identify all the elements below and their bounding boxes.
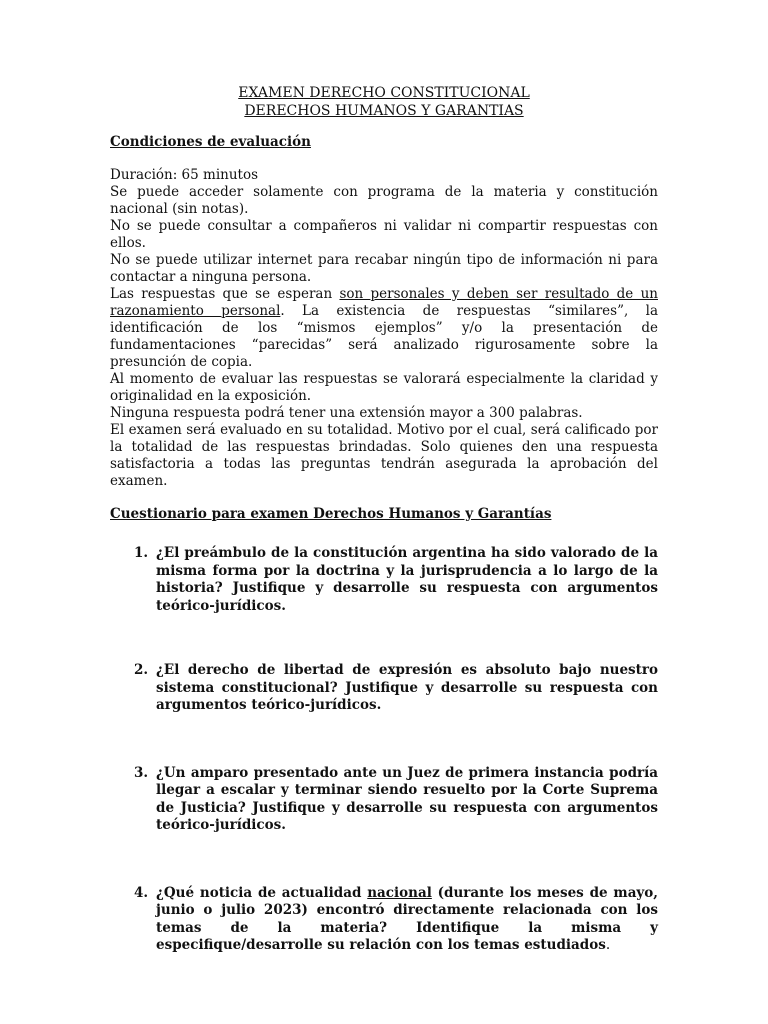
- personal-underlined: son personales y deben ser resultado de un razonamiento personal: [110, 286, 658, 319]
- question-number: 3.: [134, 764, 149, 781]
- question-text-end: .: [605, 937, 611, 953]
- question-item: [110, 765, 658, 835]
- condition-no-internet: No se puede utilizar internet para recabar ningún tipo de información ni para contactar a ninguna persona.: [110, 252, 658, 285]
- question-text-pre: ¿Qué noticia de actualidad: [156, 884, 368, 901]
- condition-personal-answers: [110, 286, 658, 371]
- question-number: 4.: [134, 884, 149, 901]
- condition-evaluation: Al momento de evaluar las respuestas se valorará especialmente la claridad y originalidad en la exposición.: [110, 371, 658, 404]
- question-number: 2.: [134, 662, 149, 678]
- personal-pre: Las respuestas que se esperan: [110, 286, 340, 302]
- condition-no-consult: No se puede consultar a compañeros ni validar ni compartir respuestas con ellos.: [110, 218, 658, 251]
- question-item: [110, 885, 658, 955]
- exam-document: [110, 84, 658, 955]
- question-text: ¿El preámbulo de la constitución argentina ha sido valorado de la misma forma por la doctrina y la jurisprudencia a lo largo de la historia? Justifique y desarrolle su respuesta con argumentos teórico-jurídicos.: [156, 545, 658, 614]
- exam-title-line-1: EXAMEN DERECHO CONSTITUCIONAL: [238, 85, 530, 101]
- question-text-underlined: nacional: [367, 884, 432, 901]
- question-text-post: (durante los meses de mayo, junio o julio 2023) encontró directamente relacionada con los temas de la materia? Identifique la misma y especifique/desarrolle su relación con los temas estudiados: [156, 884, 658, 953]
- condition-duration: Duración: 65 minutos: [110, 167, 259, 183]
- condition-word-limit: Ninguna respuesta podrá tener una extensión mayor a 300 palabras.: [110, 405, 583, 421]
- question-item: [110, 662, 658, 715]
- question-text: ¿Un amparo presentado ante un Juez de primera instancia podría llegar a escalar y terminar siendo resuelto por la Corte Suprema de Justicia? Justifique y desarrolle su respuesta con argumentos teórico-jurídicos.: [156, 764, 658, 833]
- exam-title-line-2: DERECHOS HUMANOS Y GARANTIAS: [244, 103, 524, 119]
- question-item: [110, 545, 658, 615]
- questions-list: [110, 545, 658, 955]
- condition-totality: El examen será evaluado en su totalidad. Motivo por el cual, será calificado por la totalidad de las respuestas brindadas. Solo quienes den una respuesta satisfactoria a todas las preguntas tendrán asegurada la aprobación del examen.: [110, 422, 658, 489]
- questionnaire-heading: Cuestionario para examen Derechos Humanos y Garantías: [110, 506, 552, 522]
- conditions-section: [110, 134, 658, 490]
- conditions-list: [110, 167, 658, 490]
- condition-program: Se puede acceder solamente con programa de la materia y constitución nacional (sin notas).: [110, 184, 658, 217]
- questionnaire-section: [110, 506, 658, 955]
- question-text: ¿El derecho de libertad de expresión es absoluto bajo nuestro sistema constitucional? Justifique y desarrolle su respuesta con argumentos teórico-jurídicos.: [156, 662, 658, 713]
- personal-post: . La existencia de respuestas “similares”, la identificación de los “mismos ejemplos” y/o la presentación de fundamentaciones “parecidas” será analizado rigurosamente sobre la presunción de copia.: [110, 303, 658, 370]
- question-number: 1.: [134, 545, 149, 561]
- conditions-heading: Condiciones de evaluación: [110, 134, 311, 150]
